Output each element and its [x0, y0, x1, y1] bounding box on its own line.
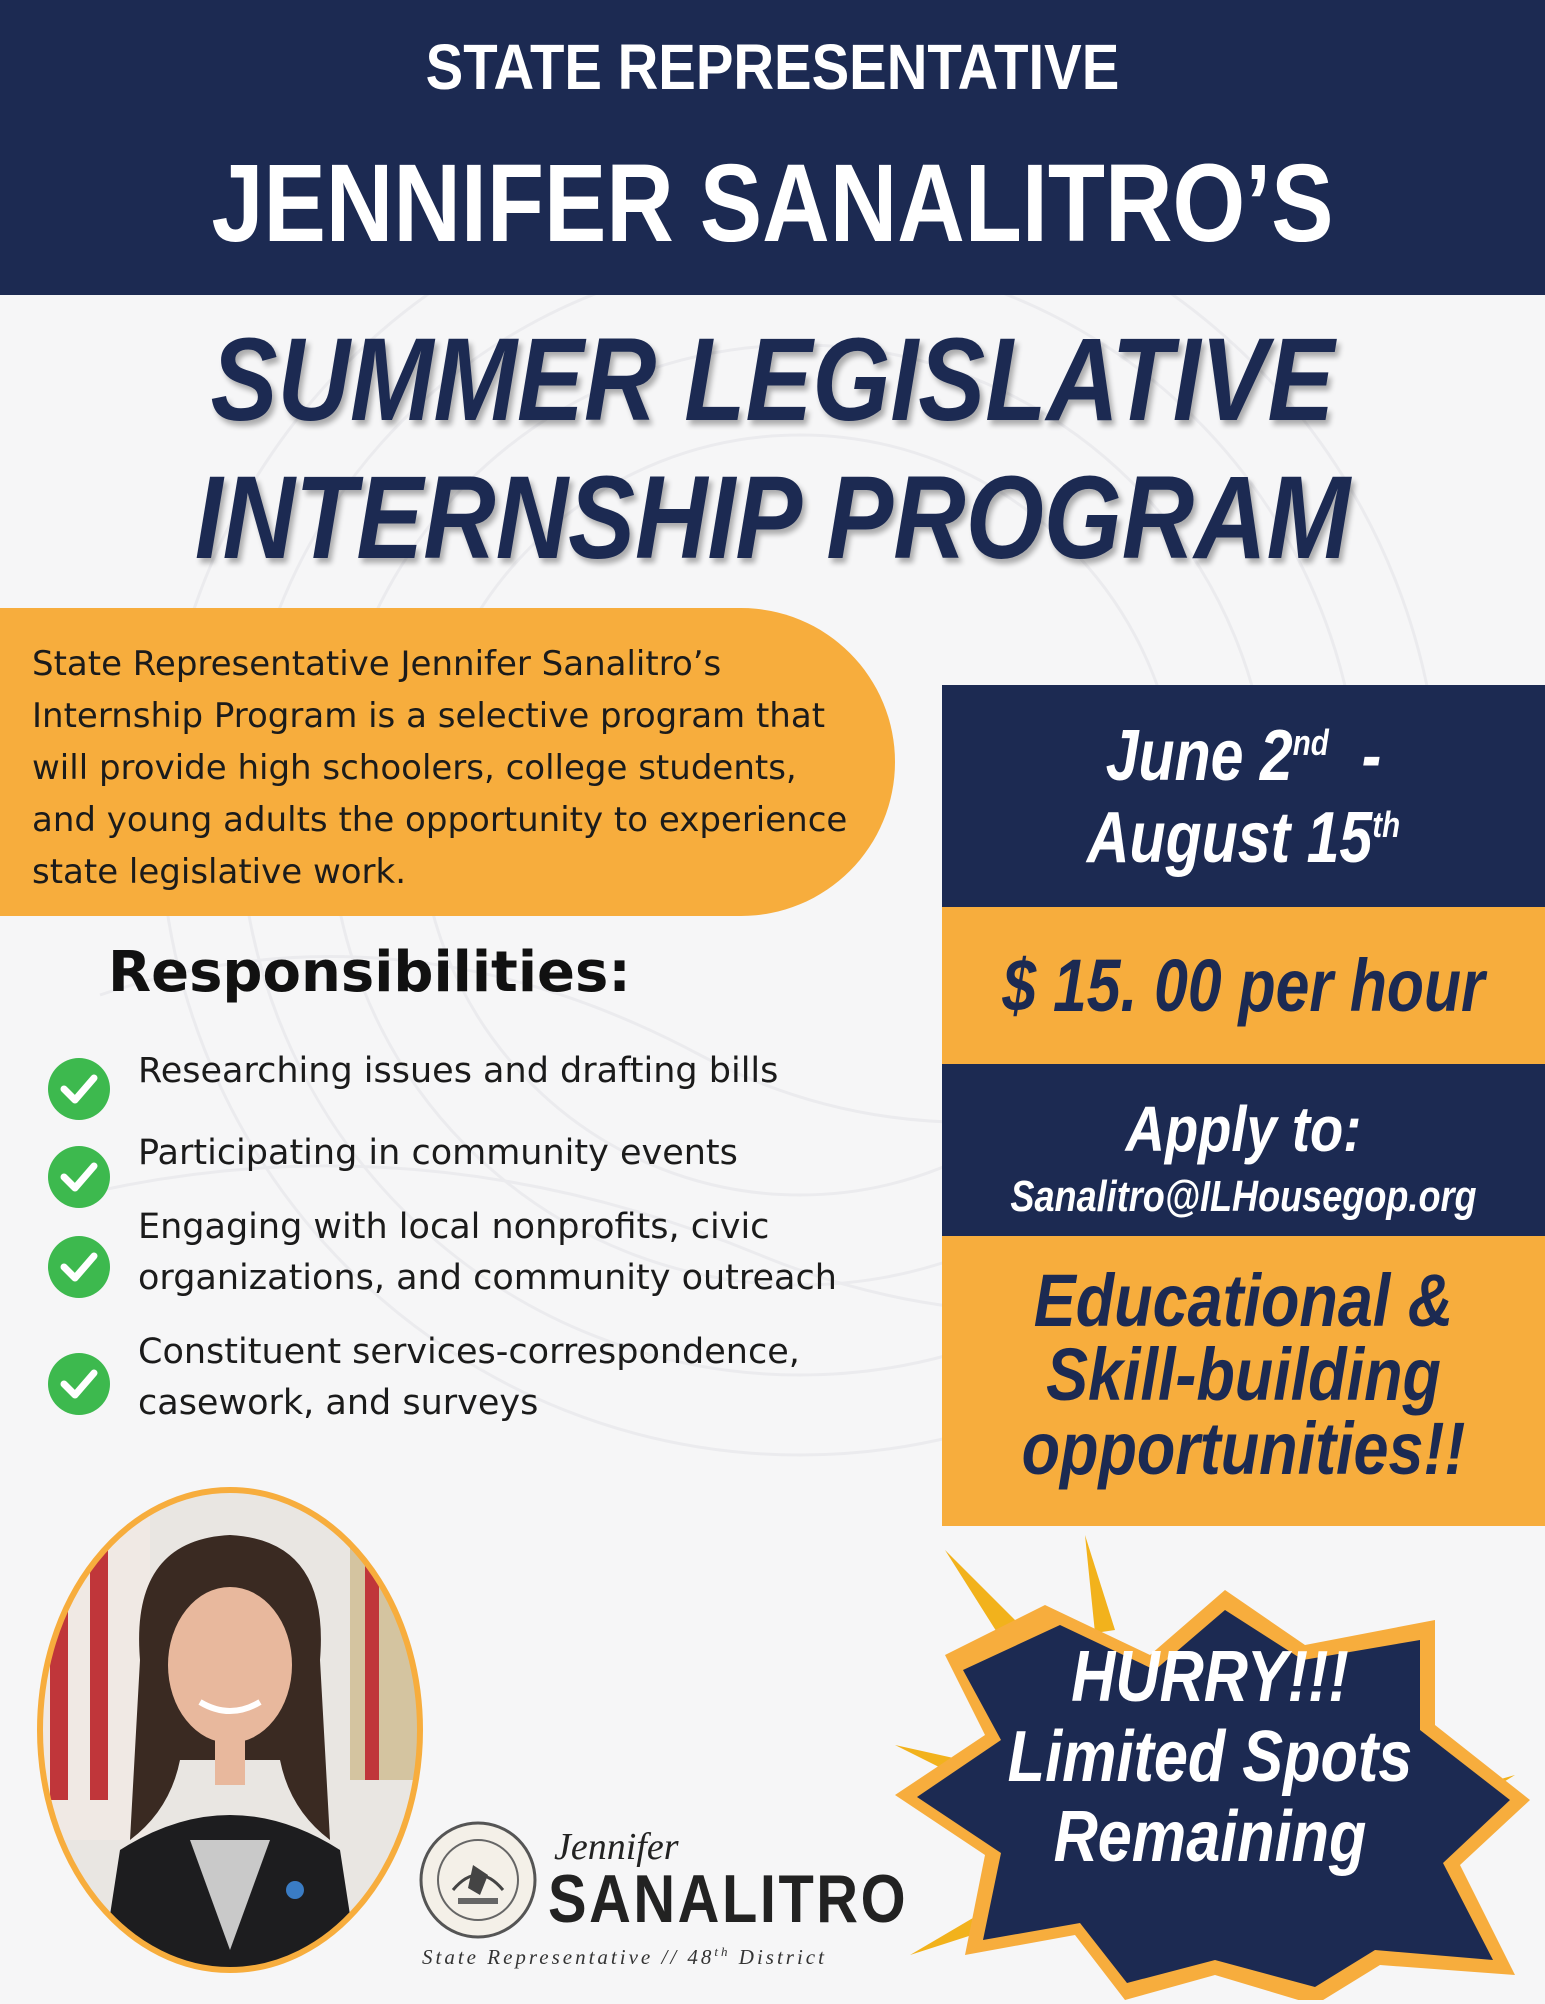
apply-email-link[interactable]: Sanalitro@ILHousegop.org — [1010, 1172, 1477, 1221]
signature-last-name: SANALITRO — [548, 1861, 909, 1937]
urgency-starburst — [875, 1535, 1545, 2000]
urgency-text — [875, 1535, 1545, 2000]
check-circle-icon — [48, 1353, 110, 1415]
header-subtitle: STATE REPRESENTATIVE — [425, 31, 1120, 103]
apply-panel — [942, 1064, 1545, 1236]
intro-panel — [0, 608, 895, 916]
benefits-panel — [942, 1236, 1545, 1526]
urgency-line: HURRY!!! — [1071, 1637, 1349, 1717]
benefits-line: opportunities!! — [1021, 1407, 1466, 1490]
representative-portrait — [30, 1480, 430, 1980]
start-date: June 2nd - — [1105, 716, 1382, 796]
urgency-line: Limited Spots — [1007, 1717, 1413, 1797]
pay-panel — [942, 907, 1545, 1064]
check-circle-icon — [48, 1236, 110, 1298]
benefits-line: Educational & — [1033, 1259, 1454, 1342]
end-date: August 15th — [1086, 798, 1401, 878]
responsibility-text: Engaging with local nonprofits, civic organizations, and community outreach — [138, 1207, 837, 1298]
dates-panel — [942, 685, 1545, 907]
urgency-line: Remaining — [1053, 1797, 1367, 1877]
responsibility-text: Constituent services-correspondence, casework, and surveys — [138, 1332, 800, 1423]
benefits-line: Skill-building — [1046, 1333, 1441, 1416]
apply-label: Apply to: — [1125, 1093, 1362, 1165]
check-circle-icon — [48, 1058, 110, 1120]
pay-rate: $ 15. 00 per hour — [1002, 944, 1485, 1027]
responsibility-text: Participating in community events — [138, 1133, 738, 1173]
check-circle-icon — [48, 1146, 110, 1208]
signature-first-name: Jennifer — [554, 1826, 679, 1868]
header-title: JENNIFER SANALITRO’S — [211, 142, 1334, 265]
signature-subtitle: State Representative // 48th District — [422, 1944, 827, 1969]
responsibility-text: Researching issues and drafting bills — [138, 1051, 779, 1091]
responsibilities-heading: Responsibilities: — [108, 940, 631, 1005]
intro-text: State Representative Jennifer Sanalitro’s Internship Program is a selective program that will provide high schoolers, college students, and young adults the opportunity to experience state legislative work. — [32, 644, 848, 892]
header-banner — [0, 0, 1545, 295]
program-title-line1: SUMMER LEGISLATIVE — [210, 314, 1335, 446]
illinois-seal-icon — [418, 1820, 538, 1940]
program-title-line2: INTERNSHIP PROGRAM — [194, 452, 1351, 584]
